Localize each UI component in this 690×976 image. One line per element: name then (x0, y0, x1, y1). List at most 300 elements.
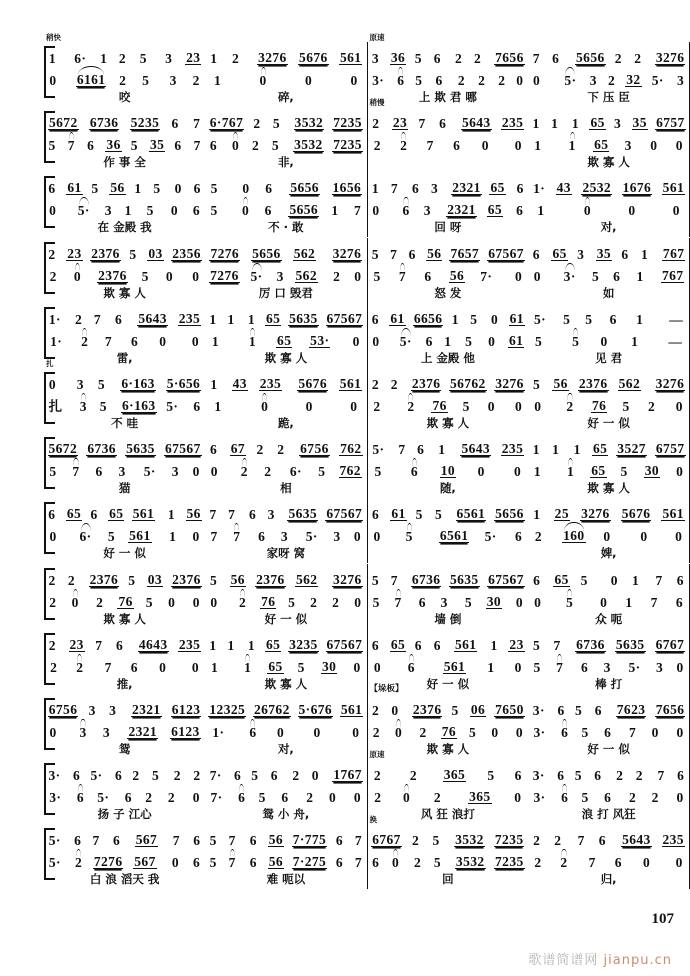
lyric-line: 上 欺 君 哪 (418, 90, 477, 104)
note-group: 5· (143, 464, 156, 480)
note-group: 0 (168, 594, 176, 610)
note-group: 5 (571, 335, 580, 348)
note-group: 6· (79, 530, 93, 543)
note-group: 6 (264, 203, 272, 219)
watermark-en-text: jianpu.cn (603, 953, 672, 968)
note-group: 1 (247, 637, 256, 653)
slur-arc (78, 784, 83, 793)
measures-container (30, 750, 690, 824)
note-group: 6 (74, 833, 82, 849)
note-group: 2 (75, 661, 84, 674)
note-group: 0 (676, 725, 684, 740)
note-group: 5 (591, 268, 600, 284)
measure (205, 42, 366, 107)
note-group: 2 (333, 268, 341, 284)
note-group: 6 (407, 661, 416, 674)
slur-arc (557, 654, 562, 663)
note-group: 561 (340, 50, 362, 65)
note-group: 3 (423, 203, 431, 219)
slur-arc (81, 393, 86, 402)
note-group: 3 (656, 659, 664, 675)
note-group: 3 (102, 725, 110, 740)
note-group: 365 (443, 767, 466, 783)
note-group: 2 (614, 51, 622, 66)
lyric-line: 怒 发 (434, 285, 462, 300)
note-group: 2 (240, 465, 249, 478)
lyric-line: 棒 打 (595, 676, 623, 691)
note-group: 3· (48, 768, 61, 784)
note-group: 1 (571, 116, 580, 132)
lyric-line: 见 君 (595, 350, 623, 365)
note-group: 6 (396, 74, 405, 87)
page-number: 107 (651, 911, 674, 927)
notation-row-lower (530, 392, 687, 413)
note-group: 7656 (655, 702, 685, 717)
note-group: 0 (259, 74, 268, 87)
note-group: 61 (67, 180, 82, 196)
system-half (44, 498, 367, 563)
notation-row-upper (46, 305, 203, 326)
note-group: 5 (99, 399, 107, 414)
measure (528, 759, 690, 824)
note-group: 76 (261, 593, 276, 609)
note-group: 0 (353, 790, 362, 806)
lyric-line: 浪 打 风狂 (581, 807, 636, 822)
system-half (367, 33, 690, 107)
notation-row-lower (46, 262, 203, 283)
measure (44, 433, 205, 498)
note-group: 5656 (252, 245, 281, 261)
note-group: 1 (551, 116, 559, 132)
lyric-line: 下 压 臣 (587, 90, 630, 104)
note-group: 0 (174, 181, 182, 197)
note-group: 1 (568, 139, 577, 152)
notation-row-upper (530, 240, 687, 261)
note-group: 3· (49, 790, 62, 806)
note-group: 76 (118, 593, 133, 609)
notation-row-lower (370, 457, 527, 478)
notation-row-lower (370, 522, 527, 543)
lyric-line: 扬 子 江心 (97, 807, 152, 822)
note-group: 5672 (48, 441, 78, 457)
note-group: 5 (464, 594, 472, 610)
note-group: 6 (371, 311, 379, 327)
note-group: 7· (209, 768, 222, 784)
measure (44, 359, 205, 433)
notation-row-lower (530, 522, 687, 543)
note-group: 5635 (615, 636, 645, 652)
measure (368, 750, 529, 824)
note-group: 6 (114, 768, 123, 784)
notation-row-lower (530, 131, 687, 152)
measure (205, 629, 366, 694)
note-group: 0 (600, 594, 608, 610)
music-system (0, 629, 690, 694)
note-group: 6 (604, 725, 612, 740)
note-group: 6123 (171, 724, 200, 739)
notation-row-upper (530, 696, 687, 717)
note-group: 0 (191, 659, 200, 675)
note-group: 0 (328, 790, 337, 806)
note-group: 1 (227, 311, 235, 327)
notation-row-lower (530, 262, 687, 283)
note-group: 5 (142, 73, 150, 88)
note-group: 3527 (617, 441, 646, 457)
lyric-line: 相 (280, 481, 292, 496)
note-group: 0 (242, 181, 250, 197)
notation-row-lower (370, 196, 527, 217)
notation-row-lower (46, 783, 203, 804)
lyric-line: 欺 寡 人 (264, 676, 308, 691)
notation-row-upper (370, 44, 527, 65)
note-group: 7235 (333, 137, 362, 153)
note-group: 43 (556, 180, 571, 196)
note-group: 5 (470, 311, 478, 327)
system-half (44, 629, 367, 694)
note-group: 2 (409, 768, 418, 784)
note-group: 6 (418, 594, 426, 610)
system-half (367, 684, 690, 759)
note-group: 3· (372, 73, 385, 88)
lyric-line: 家呀 窝 (266, 546, 306, 561)
note-group: 1 (210, 659, 219, 675)
notation-row-upper (207, 500, 364, 521)
lyric-line: 白 浪 滔天 我 (89, 872, 160, 887)
note-group: 6 (270, 768, 278, 784)
note-group: 3235 (289, 636, 318, 652)
note-group: 5 (371, 572, 379, 588)
system-half (367, 750, 690, 824)
note-group: 30 (486, 593, 502, 609)
measure (368, 815, 529, 889)
note-group: 561 (339, 376, 362, 391)
measure (44, 629, 205, 694)
lyric-line: 对, (600, 220, 617, 235)
note-group: 235 (178, 310, 201, 326)
note-group: 0 (534, 594, 542, 610)
note-group: 7 (354, 855, 362, 871)
note-group: 6 (677, 768, 685, 784)
measure (205, 694, 366, 759)
notation-row-upper (46, 826, 203, 847)
note-group: 5· (651, 73, 664, 88)
slur-arc (82, 328, 87, 337)
note-group: 2 (50, 659, 58, 675)
note-group: 5676 (298, 376, 327, 391)
note-group: 6656 (413, 310, 443, 326)
note-group: 767 (662, 245, 685, 261)
note-group: 7 (193, 116, 201, 132)
notation-row-upper (530, 826, 687, 847)
note-group: 2 (193, 768, 201, 784)
music-system (0, 98, 690, 172)
note-group: 5 (371, 246, 379, 262)
system-half (44, 33, 367, 107)
note-group: 32 (626, 72, 641, 87)
note-group: 56 (186, 506, 201, 522)
system-half (44, 172, 367, 237)
note-group: 30 (644, 463, 660, 479)
note-group: 561 (129, 528, 151, 544)
note-group: 5 (580, 572, 588, 588)
notation-row-lower (46, 131, 203, 152)
lyric-line: 随, (439, 481, 456, 496)
note-group: 7 (67, 139, 76, 152)
note-group: 0 (610, 572, 618, 588)
measure (368, 172, 529, 237)
notation-row-lower (207, 327, 364, 348)
note-group: 7623 (616, 702, 646, 717)
note-group: 561 (340, 702, 363, 717)
note-group: 1 (214, 399, 222, 414)
notation-row-lower (530, 848, 687, 869)
note-group: 0 (372, 333, 380, 349)
note-group: 762 (339, 463, 361, 479)
note-group: 5· (97, 790, 110, 806)
note-group: 7 (555, 661, 564, 674)
note-group: 365 (469, 789, 491, 805)
note-group: 56 (427, 245, 442, 261)
notation-row-upper (207, 240, 364, 261)
music-system (0, 172, 690, 237)
note-group: 0 (513, 464, 522, 480)
note-group: 5 (210, 572, 218, 588)
section-banner: 【垛板】 (369, 684, 404, 694)
note-group: 7 (228, 507, 236, 523)
notation-row-lower (46, 457, 203, 478)
notation-row-lower (370, 262, 527, 283)
note-group: 1 (537, 203, 545, 219)
measure (368, 98, 529, 172)
note-group: 6757 (656, 115, 685, 131)
note-group: 1 (532, 442, 540, 458)
notation-row-lower (370, 392, 527, 413)
note-group: 1 (134, 181, 142, 197)
note-group: 5 (405, 530, 414, 543)
note-group: 567 (135, 832, 158, 848)
note-group: 7657 (450, 245, 480, 261)
note-group: 6· (289, 464, 302, 480)
note-group: 6561 (456, 506, 486, 522)
measure (44, 238, 205, 303)
measures-container (30, 172, 690, 237)
lyric-line: 如 (602, 285, 615, 300)
watermark-cn-text: 歌谱简谱网 (528, 953, 599, 968)
note-group: 5· (563, 74, 577, 87)
note-group: 6756 (48, 702, 78, 717)
note-group: 7·775 (292, 832, 327, 848)
note-group: 2 (498, 73, 506, 88)
measure (205, 824, 366, 889)
notation-row-upper (46, 435, 203, 456)
notation-row-lower (530, 588, 687, 609)
note-group: 1 (490, 637, 498, 653)
note-group: 3 (333, 529, 341, 545)
note-group: 5 (451, 703, 459, 718)
note-group: 23 (509, 636, 524, 652)
note-group: 0 (488, 333, 496, 349)
note-group: 7 (353, 203, 362, 219)
slur-arc (407, 523, 412, 532)
measure (44, 564, 205, 629)
note-group: 6 (265, 181, 273, 197)
note-group: 65 (487, 202, 503, 218)
notation-row-lower (207, 66, 364, 87)
note-group: 1 (48, 51, 56, 66)
note-group: 5·656 (166, 376, 201, 391)
slur-arc (567, 393, 572, 402)
note-group: 1656 (332, 180, 362, 196)
note-group: 6 (594, 703, 602, 718)
system-half (367, 498, 690, 563)
note-group: 0 (192, 529, 200, 545)
measure (205, 303, 366, 368)
note-group: 67 (230, 441, 246, 457)
slur-arc (561, 849, 566, 858)
note-group: 3 (613, 116, 622, 132)
note-group: 1 (211, 333, 220, 349)
note-group: 5· (48, 855, 61, 871)
note-group: 0 (354, 268, 362, 284)
measure (205, 172, 366, 237)
note-group: 2 (414, 855, 422, 871)
notation-row-upper (207, 109, 364, 130)
note-group: 3276 (655, 376, 685, 391)
system-half (44, 303, 367, 368)
note-group: 65 (66, 506, 82, 522)
note-group: 2 (419, 725, 427, 740)
note-group: 65 (590, 115, 605, 131)
note-group: 0 (514, 138, 522, 154)
note-group: 3 (109, 703, 117, 718)
note-group: 2532 (582, 180, 612, 196)
note-group: 7235 (333, 115, 362, 131)
note-group: 3 (169, 73, 177, 88)
system-half (367, 815, 690, 889)
system-half (44, 107, 367, 172)
note-group: 5 (434, 507, 443, 523)
note-group: 2 (373, 138, 381, 154)
note-group: 2 (306, 790, 314, 806)
note-group: 6 (514, 768, 522, 784)
slur-arc (81, 523, 91, 532)
note-group: 0 (191, 333, 200, 349)
note-group: 5656 (495, 506, 524, 522)
note-group: 0 (241, 204, 250, 217)
note-group: 6 (48, 181, 56, 197)
note-group: 6736 (411, 571, 441, 587)
note-group: 2 (67, 572, 76, 588)
measure (528, 433, 690, 498)
note-group: 1 (641, 246, 649, 262)
note-group: 2376 (91, 245, 120, 261)
lyric-line (370, 152, 527, 172)
slur-arc (393, 849, 398, 858)
slur-arc (242, 458, 247, 467)
note-group: 76 (591, 398, 607, 413)
note-group: 3532 (455, 832, 484, 848)
note-group: 1 (371, 181, 380, 197)
lyric-line: 墙 倒 (434, 611, 462, 626)
note-group: 0 (354, 594, 362, 610)
note-group: 0 (192, 790, 200, 806)
note-group: 0 (48, 377, 57, 392)
note-group: 5672 (49, 115, 78, 131)
note-group: 6 (248, 726, 257, 739)
lyric-line: 不 · 敢 (268, 220, 304, 235)
notation-row-lower (207, 588, 364, 609)
note-group: 6 (193, 399, 201, 414)
notation-row-lower (207, 522, 364, 543)
note-group: 65 (594, 137, 609, 153)
notation-row-upper (530, 370, 687, 391)
note-group: 7 (398, 442, 406, 458)
slur-arc (261, 67, 266, 76)
measures-container (30, 33, 690, 107)
lyric-line: 咬 (118, 90, 131, 104)
note-group: 767 (662, 267, 684, 283)
measure (205, 368, 366, 433)
system-half (367, 564, 690, 629)
note-group: 03 (147, 571, 163, 587)
notation-row-upper (530, 631, 687, 652)
note-group: 7 (104, 333, 113, 349)
note-group: 0 (305, 73, 313, 88)
slur-arc (396, 589, 401, 598)
note-group: 6 (130, 659, 138, 675)
note-group: 7276 (210, 267, 239, 283)
notation-row-upper (530, 566, 687, 587)
music-system (0, 750, 690, 824)
note-group: 0 (210, 594, 218, 610)
notation-row-upper (370, 305, 527, 326)
note-group: 0 (600, 333, 608, 349)
note-group: 7 (71, 465, 80, 478)
note-group: 1 (444, 333, 452, 349)
notation-row-upper (370, 566, 527, 587)
slur-arc (409, 654, 414, 663)
system-half (367, 629, 690, 694)
measure (44, 824, 205, 889)
note-group: 2 (648, 399, 656, 414)
note-group: 3· (563, 270, 577, 283)
note-group: 5 (415, 507, 423, 523)
note-group: 5 (129, 246, 137, 262)
note-group: 2376 (411, 376, 441, 391)
measure (205, 433, 366, 498)
note-group: 3276 (655, 50, 685, 65)
note-group: 2 (231, 51, 240, 66)
note-group: 1 (247, 311, 256, 327)
notation-row-lower (370, 718, 527, 739)
note-group: 3 (118, 464, 126, 480)
note-group: 5 (373, 268, 381, 284)
lyric-line: 欺 寡 人 (103, 611, 146, 626)
notation-row-lower (46, 653, 203, 674)
note-group: 0 (628, 203, 636, 219)
notation-row-lower (207, 848, 364, 869)
note-group: 6 (598, 833, 606, 849)
notation-row-lower (370, 653, 527, 674)
note-group: 7 (657, 768, 665, 784)
note-group: 6 (417, 442, 425, 458)
note-group: 6 (516, 181, 524, 197)
note-group: 2 (628, 790, 637, 806)
note-group: 6 (171, 116, 179, 132)
lyric-line: 归, (600, 872, 617, 887)
note-group: 0 (353, 659, 361, 675)
note-group: 56 (110, 180, 125, 196)
